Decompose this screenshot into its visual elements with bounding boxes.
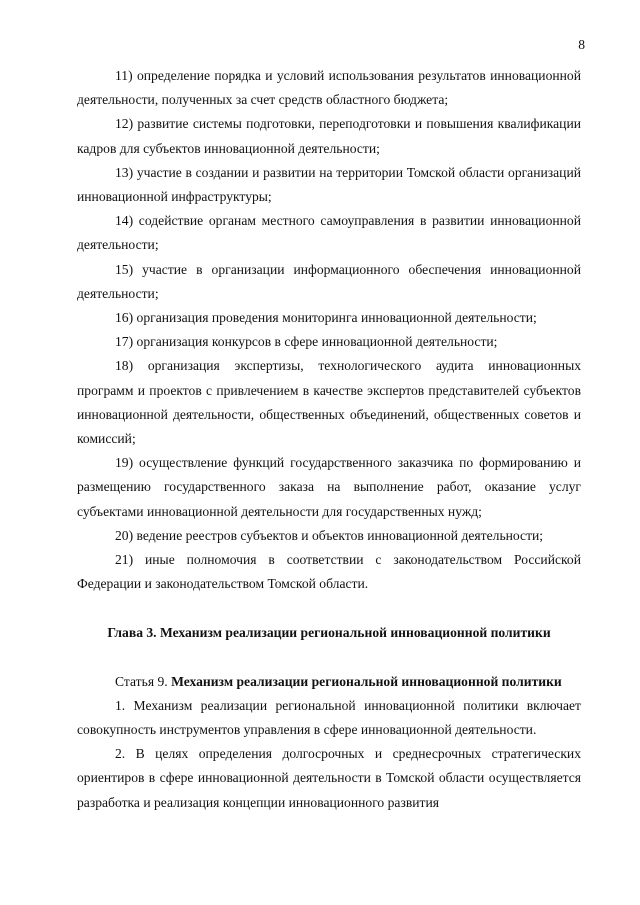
list-item-20: 20) ведение реестров субъектов и объектов инновационной деятельности; [115,527,544,543]
list-item-11: 11) определение порядка и условий использования результатов инновационной деятельности, полученных за счет средств областного бюджета; [77,68,581,108]
list-item-14: 14) содействие органам местного самоуправления в развитии инновационной деятельности; [77,213,581,253]
chapter-title: Глава 3. Механизм реализации региональной инновационной политики [107,625,551,641]
article-heading [77,670,581,694]
list-item-16: 16) организация проведения мониторинга инновационной деятельности; [115,310,537,326]
list-item-18: 18) организация экспертизы, технологического аудита инновационных программ и проектов с привлечением в качестве экспертов представителей субъектов инновационной деятельности, общественных объединений, общественных советов и комиссий; [77,358,581,447]
article-name: Механизм реализации региональной инновационной политики [171,673,562,689]
list-item-13: 13) участие в создании и развитии на территории Томской области организаций инновационной инфраструктуры; [77,164,581,205]
spacer [77,596,581,621]
article-paragraph-2: 2. В целях определения долгосрочных и среднесрочных стратегических ориентиров в сфере инновационной деятельности в Томской области осуществляется разработка и реализация концепции инновационного развития [77,746,581,810]
list-item-19: 19) осуществление функций государственного заказчика по формированию и размещению государственного заказа на выполнение работ, оказание услуг субъектами инновационной деятельности для государственных нужд; [77,455,581,519]
article-paragraph-1: 1. Механизм реализации региональной инновационной политики включает совокупность инструментов управления в сфере инновационной деятельности. [77,697,581,738]
spacer [77,646,581,670]
list-item-12: 12) развитие системы подготовки, переподготовки и повышения квалификации кадров для субъектов инновационной деятельности; [77,116,581,156]
article-prefix: Статья 9. [115,673,172,689]
page-number: 8 [578,37,585,52]
list-item-17: 17) организация конкурсов в сфере инновационной деятельности; [115,334,498,350]
document-body [77,64,581,815]
list-item-21: 21) иные полномочия в соответствии с законодательством Российской Федерации и законодательством Томской области. [77,552,581,592]
list-item-15: 15) участие в организации информационного обеспечения инновационной деятельности; [77,261,581,301]
